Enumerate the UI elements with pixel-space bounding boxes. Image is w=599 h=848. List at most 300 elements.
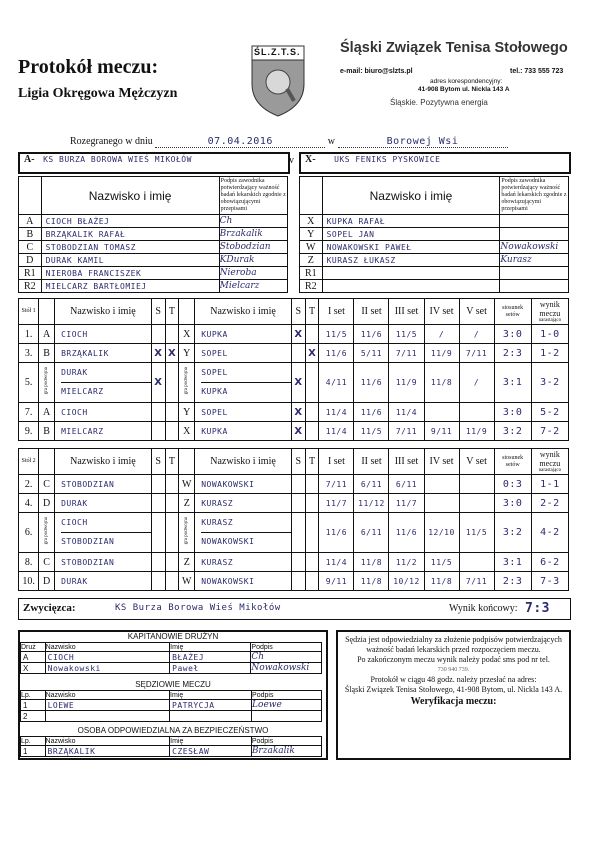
roster-signature: Ch <box>219 215 287 228</box>
set-score: 7/11 <box>319 475 354 494</box>
away-s <box>291 475 305 494</box>
roster-player-name[interactable]: MIELCARZ BARTŁOMIEJ <box>41 280 219 293</box>
home-t <box>165 513 179 553</box>
notice-p3: Protokół w ciągu 48 godz. należy przesłać na adres: <box>370 675 537 684</box>
slogan <box>390 98 488 107</box>
set3-header: III set <box>389 449 424 475</box>
home-code: D <box>39 572 55 591</box>
away-s <box>291 513 305 553</box>
away-s <box>291 494 305 513</box>
roster-code: X <box>300 215 323 228</box>
set-score: 11/8 <box>354 572 389 591</box>
official-surname[interactable] <box>45 711 169 722</box>
set-ratio: 3:2 <box>494 513 531 553</box>
set-score: 11/5 <box>354 422 389 441</box>
away-code-header <box>179 299 195 325</box>
home-t <box>165 403 179 422</box>
official-first-name[interactable]: CZESŁAW <box>170 746 252 757</box>
away-t <box>305 572 319 591</box>
official-surname[interactable]: Nowakowski <box>45 663 169 674</box>
home-player-1: CIOCH <box>61 518 88 527</box>
roster-player-name[interactable] <box>322 267 500 280</box>
set-score: 11/9 <box>424 344 459 363</box>
logo-text: ŚL.Z.T.S. <box>254 47 301 57</box>
away-code-header <box>179 449 195 475</box>
home-team-box <box>18 152 290 174</box>
official-first-name[interactable] <box>170 711 252 722</box>
set5-header: V set <box>459 449 494 475</box>
away-player[interactable]: KURASZ <box>195 553 292 572</box>
set-score <box>424 475 459 494</box>
captains-team-header: Druż <box>21 643 46 652</box>
set3-header: III set <box>389 299 424 325</box>
roster-player-name[interactable]: DURAK KAMIL <box>41 254 219 267</box>
result-header-sub: narastająco <box>538 467 562 473</box>
away-t: X <box>305 344 319 363</box>
official-signature: Loewe <box>252 700 322 711</box>
away-s: X <box>291 363 305 403</box>
official-lp: 2 <box>21 711 46 722</box>
roster-row <box>19 267 288 280</box>
away-t-header: T <box>305 299 319 325</box>
roster-signature <box>500 267 569 280</box>
set-score: 6/11 <box>354 513 389 553</box>
game-row <box>19 363 569 403</box>
away-player[interactable]: KURASZ <box>195 494 292 513</box>
home-roster-table <box>18 176 288 293</box>
set5-header: V set <box>459 299 494 325</box>
home-s <box>151 475 165 494</box>
away-player[interactable]: SOPEL <box>195 403 292 422</box>
away-player[interactable]: KUPKA <box>195 422 292 441</box>
played-row <box>70 136 540 148</box>
game-no: 2. <box>19 475 39 494</box>
home-t <box>165 553 179 572</box>
vs-label: v <box>289 155 294 166</box>
home-t <box>165 572 179 591</box>
home-t-header: T <box>165 299 179 325</box>
away-code: X <box>179 422 195 441</box>
set-score: / <box>459 325 494 344</box>
set-score: 11/2 <box>389 553 424 572</box>
home-player-2: STOBODZIAN <box>61 532 151 551</box>
referees-surname-header: Nazwisko <box>45 691 169 700</box>
roster-signature <box>500 228 569 241</box>
away-team-name: UKS FENIKS PYSKOWICE <box>334 155 441 164</box>
set-score <box>459 494 494 513</box>
set-score: / <box>459 363 494 403</box>
match-result: 6-2 <box>531 553 568 572</box>
game-no: 3. <box>19 344 39 363</box>
home-player[interactable]: CIOCH <box>55 325 152 344</box>
game-row <box>19 553 569 572</box>
roster-code: R1 <box>19 267 42 280</box>
official-first-name[interactable]: Paweł <box>170 663 251 674</box>
away-team-box <box>299 152 571 174</box>
official-row <box>21 746 322 757</box>
roster-signature: Mielcarz <box>219 280 287 293</box>
referees-table <box>20 690 322 722</box>
home-prefix: A- <box>24 154 35 165</box>
away-t <box>305 494 319 513</box>
home-s: X <box>151 363 165 403</box>
away-player[interactable]: NOWAKOWSKI <box>195 572 292 591</box>
home-doubles-players[interactable] <box>55 363 152 403</box>
played-date <box>155 136 325 148</box>
home-t: X <box>165 344 179 363</box>
set-ratio: 0:3 <box>494 475 531 494</box>
set-score: 7/11 <box>459 344 494 363</box>
game-no-header: Stół 2 <box>19 449 39 475</box>
roster-signature: KDurak <box>219 254 287 267</box>
set-score: 7/11 <box>459 572 494 591</box>
away-t-header: T <box>305 449 319 475</box>
away-s-header: S <box>291 449 305 475</box>
away-doubles-players[interactable] <box>195 363 292 403</box>
roster-code: A <box>19 215 42 228</box>
set-score: 7/11 <box>389 344 424 363</box>
away-doubles-code <box>179 363 195 403</box>
set-ratio: 3:0 <box>494 325 531 344</box>
home-player[interactable]: STOBODZIAN <box>55 475 152 494</box>
roster-player-name[interactable]: BRZĄKALIK RAFAŁ <box>41 228 219 241</box>
set-ratio: 3:1 <box>494 553 531 572</box>
roster-row <box>300 215 569 228</box>
official-first-name[interactable]: PATRYCJA <box>170 700 252 711</box>
roster-signature <box>500 215 569 228</box>
address: 41-908 Bytom ul. Nickla 143 A <box>418 86 510 93</box>
official-surname[interactable]: LOEWE <box>45 700 169 711</box>
match-result: 3-2 <box>531 363 568 403</box>
away-s <box>291 572 305 591</box>
roster-row <box>300 254 569 267</box>
set-score: 11/6 <box>389 513 424 553</box>
set-score: 11/9 <box>389 363 424 403</box>
official-surname[interactable]: BRZĄKALIK <box>45 746 170 757</box>
game-row <box>19 475 569 494</box>
game-no: 1. <box>19 325 39 344</box>
set-score: 11/6 <box>354 403 389 422</box>
home-doubles-players[interactable] <box>55 513 152 553</box>
roster-signature: Nieroba <box>219 267 287 280</box>
away-name-header: Nazwisko i imię <box>195 299 292 325</box>
result-header-label: wynik meczu <box>539 449 561 468</box>
doubles-label: gra podwójna <box>44 517 50 545</box>
roster-player-name[interactable]: SOPEL JAN <box>322 228 500 241</box>
roster-code: Y <box>300 228 323 241</box>
roster-code: W <box>300 241 323 254</box>
away-s: X <box>291 403 305 422</box>
set-score: 11/4 <box>389 403 424 422</box>
safety-first-header: Imię <box>170 737 252 746</box>
roster-name-header: Nazwisko i imię <box>41 177 219 215</box>
set-score: 11/9 <box>459 422 494 441</box>
game-row <box>19 422 569 441</box>
set-score: 11/4 <box>319 422 354 441</box>
notice-phone: 730 940 739. <box>437 667 470 673</box>
set-score <box>459 553 494 572</box>
slogan-text: Śląskie. Pozytywna energia <box>390 98 488 107</box>
home-s <box>151 572 165 591</box>
org-tel: tel.: 733 555 723 <box>510 68 564 75</box>
notice-box <box>336 630 571 760</box>
game-row <box>19 494 569 513</box>
league-subtitle: Ligia Okręgowa Mężczyzn <box>18 86 178 101</box>
home-code: D <box>39 494 55 513</box>
home-name-header: Nazwisko i imię <box>55 449 152 475</box>
result-header-sub: narastająco <box>538 317 562 323</box>
referees-sign-header: Podpis <box>252 691 322 700</box>
set-score: 11/6 <box>354 325 389 344</box>
away-doubles-code <box>179 513 195 553</box>
roster-player-name[interactable]: STOBODZIAN TOMASZ <box>41 241 219 254</box>
doubles-label: gra podwójna <box>184 367 190 395</box>
away-prefix: X- <box>305 154 316 165</box>
set-score: 11/5 <box>389 325 424 344</box>
set-score: 11/6 <box>319 344 354 363</box>
set2-header: II set <box>354 299 389 325</box>
official-signature: Nowakowski <box>251 663 322 674</box>
home-code: C <box>39 553 55 572</box>
home-team-name: KS BURZA BOROWA WIEŚ MIKOŁÓW <box>43 155 192 164</box>
away-s <box>291 344 305 363</box>
set-score: 11/8 <box>424 572 459 591</box>
roster-code: R2 <box>19 280 42 293</box>
home-code: A <box>39 325 55 344</box>
away-t <box>305 513 319 553</box>
set-score: 11/8 <box>354 553 389 572</box>
set-score: 4/11 <box>319 363 354 403</box>
game-no-header: Stół 1 <box>19 299 39 325</box>
set-score: 9/11 <box>319 572 354 591</box>
home-s <box>151 553 165 572</box>
home-s <box>151 325 165 344</box>
home-s <box>151 422 165 441</box>
away-code: W <box>179 572 195 591</box>
captains-title: KAPITANOWIE DRUŻYN <box>127 632 219 641</box>
roster-signature: Stobodzian <box>219 241 287 254</box>
roster-player-name[interactable] <box>322 280 500 293</box>
official-signature: Brzakalik <box>251 746 321 757</box>
away-player[interactable]: NOWAKOWSKI <box>195 475 292 494</box>
set1-header: I set <box>319 299 354 325</box>
set2-header: II set <box>354 449 389 475</box>
roster-player-name[interactable]: NIEROBA FRANCISZEK <box>41 267 219 280</box>
away-s: X <box>291 325 305 344</box>
official-team: A <box>21 652 46 663</box>
game-no: 4. <box>19 494 39 513</box>
result-header <box>531 449 568 475</box>
official-surname[interactable]: CIOCH <box>45 652 169 663</box>
roster-signature: Kurasz <box>500 254 569 267</box>
home-s-header: S <box>151 299 165 325</box>
referees-first-header: Imię <box>170 691 252 700</box>
home-code: B <box>39 422 55 441</box>
set-score: 5/11 <box>354 344 389 363</box>
away-doubles-players[interactable] <box>195 513 292 553</box>
roster-row <box>19 254 288 267</box>
set-score: / <box>424 325 459 344</box>
set-score: 7/11 <box>389 422 424 441</box>
home-t <box>165 475 179 494</box>
official-lp: 1 <box>21 700 46 711</box>
home-player[interactable]: CIOCH <box>55 403 152 422</box>
set-score: 11/4 <box>319 553 354 572</box>
captains-first-header: Imię <box>170 643 251 652</box>
roster-player-name[interactable]: KURASZ ŁUKASZ <box>322 254 500 267</box>
away-s: X <box>291 422 305 441</box>
games-table-1 <box>18 298 569 441</box>
game-no: 10. <box>19 572 39 591</box>
set-score: 11/4 <box>319 403 354 422</box>
home-player[interactable]: BRZĄKALIK <box>55 344 152 363</box>
away-t <box>305 422 319 441</box>
safety-lp-header: Lp. <box>21 737 46 746</box>
away-player-2: NOWAKOWSKI <box>201 532 291 551</box>
match-result: 1-0 <box>531 325 568 344</box>
notice-p1: Sędzia jest odpowiedzialny za złożenie podpisów potwierdzających ważność badań lekarskich przed rozpoczęciem meczu. <box>345 635 562 654</box>
safety-table <box>20 736 322 757</box>
home-s <box>151 403 165 422</box>
home-doubles-code <box>39 363 55 403</box>
set4-header: IV set <box>424 449 459 475</box>
away-player-1: KURASZ <box>201 518 234 527</box>
away-t <box>305 475 319 494</box>
home-t <box>165 422 179 441</box>
set-score: 11/5 <box>424 553 459 572</box>
official-team: X <box>21 663 46 674</box>
official-signature: Ch <box>251 652 322 663</box>
played-date-value: 07.04.2016 <box>207 136 273 147</box>
away-s-header: S <box>291 299 305 325</box>
away-roster-table <box>299 176 569 293</box>
home-code: A <box>39 403 55 422</box>
official-row <box>21 711 322 722</box>
game-row <box>19 572 569 591</box>
roster-sign-header: Podpis zawodnika potwierdzający ważność badań lekarskich zgodnie z obowiązującymi przepisami <box>219 177 287 215</box>
home-t <box>165 363 179 403</box>
away-name-header: Nazwisko i imię <box>195 449 292 475</box>
away-player-1: SOPEL <box>201 368 228 377</box>
captains-sign-header: Podpis <box>251 643 322 652</box>
home-t <box>165 325 179 344</box>
roster-row <box>19 241 288 254</box>
set-score: 11/7 <box>319 494 354 513</box>
roster-player-name[interactable]: NOWAKOWSKI PAWEŁ <box>322 241 500 254</box>
referees-lp-header: Lp. <box>21 691 46 700</box>
verify-label: Weryfikacja meczu: <box>410 696 497 707</box>
away-t <box>305 403 319 422</box>
set-score <box>459 403 494 422</box>
winner-row <box>18 598 571 620</box>
final-score-label: Wynik końcowy: <box>449 603 518 614</box>
home-name-header: Nazwisko i imię <box>55 299 152 325</box>
roster-sign-header: Podpis zawodnika potwierdzający ważność badań lekarskich zgodnie z obowiązującymi przepisami <box>500 177 569 215</box>
address-label: adres korespondencyjny: <box>430 78 503 85</box>
set-score: 11/6 <box>319 513 354 553</box>
home-player-2: MIELCARZ <box>61 382 151 401</box>
safety-title: OSOBA ODPOWIEDZIALNA ZA BEZPIECZEŃSTWO <box>77 726 269 735</box>
away-t <box>305 553 319 572</box>
official-row <box>21 663 322 674</box>
roster-player-name[interactable]: CIOCH BŁAŻEJ <box>41 215 219 228</box>
away-player[interactable]: SOPEL <box>195 344 292 363</box>
home-t-header: T <box>165 449 179 475</box>
captains-table <box>20 642 322 674</box>
ratio-header: stosunek setów <box>494 449 531 475</box>
roster-code-header <box>300 177 323 215</box>
match-result: 7-3 <box>531 572 568 591</box>
roster-row <box>19 228 288 241</box>
official-first-name[interactable]: BŁAŻEJ <box>170 652 251 663</box>
set-score: 11/5 <box>459 513 494 553</box>
home-player[interactable]: MIELCARZ <box>55 422 152 441</box>
roster-name-header: Nazwisko i imię <box>322 177 500 215</box>
roster-code-header <box>19 177 42 215</box>
roster-row <box>19 280 288 293</box>
doubles-label: gra podwójna <box>44 367 50 395</box>
winner-label: Zwycięzca: <box>23 602 76 614</box>
roster-code: D <box>19 254 42 267</box>
referees-title: SĘDZIOWIE MECZU <box>135 680 211 689</box>
set-ratio: 2:3 <box>494 572 531 591</box>
set-score: 11/8 <box>424 363 459 403</box>
safety-surname-header: Nazwisko <box>45 737 170 746</box>
home-t <box>165 494 179 513</box>
roster-row <box>300 280 569 293</box>
played-in-label: w <box>327 136 335 147</box>
set-ratio: 3:0 <box>494 494 531 513</box>
official-signature <box>252 711 322 722</box>
official-lp: 1 <box>21 746 46 757</box>
game-no: 9. <box>19 422 39 441</box>
result-header-label: wynik meczu <box>539 299 561 318</box>
slzts-logo <box>246 44 310 118</box>
final-score-value: 7:3 <box>525 601 550 616</box>
roster-code: R1 <box>300 267 323 280</box>
match-result: 1-2 <box>531 344 568 363</box>
match-result: 5-2 <box>531 403 568 422</box>
org-name: Śląski Związek Tenisa Stołowego <box>340 40 568 56</box>
home-code-header <box>39 449 55 475</box>
set-ratio: 3:1 <box>494 363 531 403</box>
roster-signature: Brzakalik <box>219 228 287 241</box>
org-email[interactable]: e-mail: biuro@slzts.pl <box>340 68 413 75</box>
home-player[interactable]: DURAK <box>55 494 152 513</box>
home-player[interactable]: STOBODZIAN <box>55 553 152 572</box>
notice-p4: Śląski Związek Tenisa Stołowego, 41-908 Bytom, ul. Nickla 143 A. <box>344 685 563 694</box>
home-player[interactable]: DURAK <box>55 572 152 591</box>
set-ratio: 3:2 <box>494 422 531 441</box>
away-player[interactable]: KUPKA <box>195 325 292 344</box>
roster-player-name[interactable]: KUPKA RAFAŁ <box>322 215 500 228</box>
roster-code: B <box>19 228 42 241</box>
home-s <box>151 513 165 553</box>
set-score: 12/10 <box>424 513 459 553</box>
result-header <box>531 299 568 325</box>
game-no: 7. <box>19 403 39 422</box>
match-result: 2-2 <box>531 494 568 513</box>
home-doubles-code <box>39 513 55 553</box>
set1-header: I set <box>319 449 354 475</box>
game-row <box>19 344 569 363</box>
away-t <box>305 325 319 344</box>
roster-row <box>19 215 288 228</box>
game-no: 6. <box>19 513 39 553</box>
match-result: 4-2 <box>531 513 568 553</box>
set-score: 9/11 <box>424 422 459 441</box>
set4-header: IV set <box>424 299 459 325</box>
